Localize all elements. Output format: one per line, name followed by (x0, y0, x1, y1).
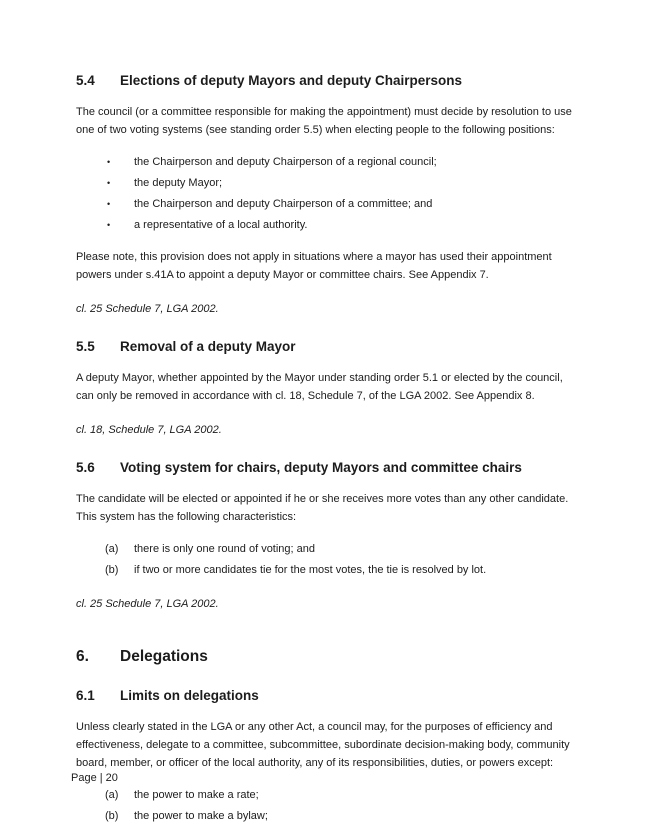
list-item-text: the power to make a bylaw; (134, 810, 268, 822)
paragraph: A deputy Mayor, whether appointed by the Mayor under standing order 5.1 or elected by the council, can only be removed in accordance with cl. 18, Schedule 7, of the LGA 2002. See Appendix 8. (76, 372, 563, 402)
lettered-list (76, 786, 581, 825)
chapter-title: Delegations (120, 648, 208, 665)
list-item (76, 786, 581, 804)
paragraph: Unless clearly stated in the LGA or any other Act, a council may, for the purposes of efficiency and effectiveness, delegate to a committee, subcommittee, subordinate decision-making body, community board, member, or officer of the local authority, any of its responsibilities, duties, or powers except: (76, 721, 570, 769)
section-heading-6-1 (76, 687, 581, 705)
bullet-icon: • (107, 199, 111, 209)
paragraph: The council (or a committee responsible for making the appointment) must decide by resolution to use one of two voting systems (see standing order 5.5) when electing people to the following positions: (76, 106, 572, 136)
list-item (76, 174, 581, 192)
list-item-label: (a) (105, 543, 119, 555)
lettered-list (76, 540, 581, 579)
bullet-list (76, 153, 581, 234)
legal-citation: cl. 18, Schedule 7, LGA 2002. (76, 424, 222, 436)
list-item (76, 216, 581, 234)
section-number: 5.6 (76, 460, 95, 475)
list-item-label: (a) (105, 789, 119, 801)
chapter-number: 6. (76, 648, 89, 665)
list-item (76, 195, 581, 213)
section-title: Limits on delegations (120, 688, 259, 703)
section-heading-5-6 (76, 459, 581, 477)
list-item (76, 807, 581, 825)
list-item-label: (b) (105, 810, 119, 822)
list-item-text: there is only one round of voting; and (134, 543, 316, 555)
chapter-heading-6 (76, 647, 581, 667)
legal-citation: cl. 25 Schedule 7, LGA 2002. (76, 303, 219, 315)
section-title: Elections of deputy Mayors and deputy Chairpersons (120, 73, 463, 88)
section-heading-5-4 (76, 72, 581, 90)
section-title: Voting system for chairs, deputy Mayors and committee chairs (120, 460, 522, 475)
legal-citation: cl. 25 Schedule 7, LGA 2002. (76, 598, 219, 610)
list-item-text: the deputy Mayor; (134, 177, 223, 189)
page-footer: Page | 20 (71, 772, 118, 784)
paragraph: Please note, this provision does not apply in situations where a mayor has used their appointment powers under s.41A to appoint a deputy Mayor or committee chairs. See Appendix 7. (76, 251, 552, 281)
section-number: 6.1 (76, 688, 95, 703)
list-item (76, 153, 581, 171)
bullet-icon: • (107, 157, 111, 167)
list-item (76, 561, 581, 579)
bullet-icon: • (107, 220, 111, 230)
list-item-text: the Chairperson and deputy Chairperson of a committee; and (134, 198, 433, 210)
section-number: 5.4 (76, 73, 95, 88)
list-item-text: if two or more candidates tie for the most votes, the tie is resolved by lot. (134, 564, 487, 576)
paragraph: The candidate will be elected or appointed if he or she receives more votes than any other candidate. This system has the following characteristics: (76, 493, 569, 523)
section-heading-5-5 (76, 338, 581, 356)
list-item-text: the power to make a rate; (134, 789, 259, 801)
section-number: 5.5 (76, 339, 95, 354)
bullet-icon: • (107, 178, 111, 188)
section-title: Removal of a deputy Mayor (120, 339, 296, 354)
list-item-text: the Chairperson and deputy Chairperson of a regional council; (134, 156, 437, 168)
list-item (76, 540, 581, 558)
list-item-text: a representative of a local authority. (134, 219, 308, 231)
list-item-label: (b) (105, 564, 119, 576)
